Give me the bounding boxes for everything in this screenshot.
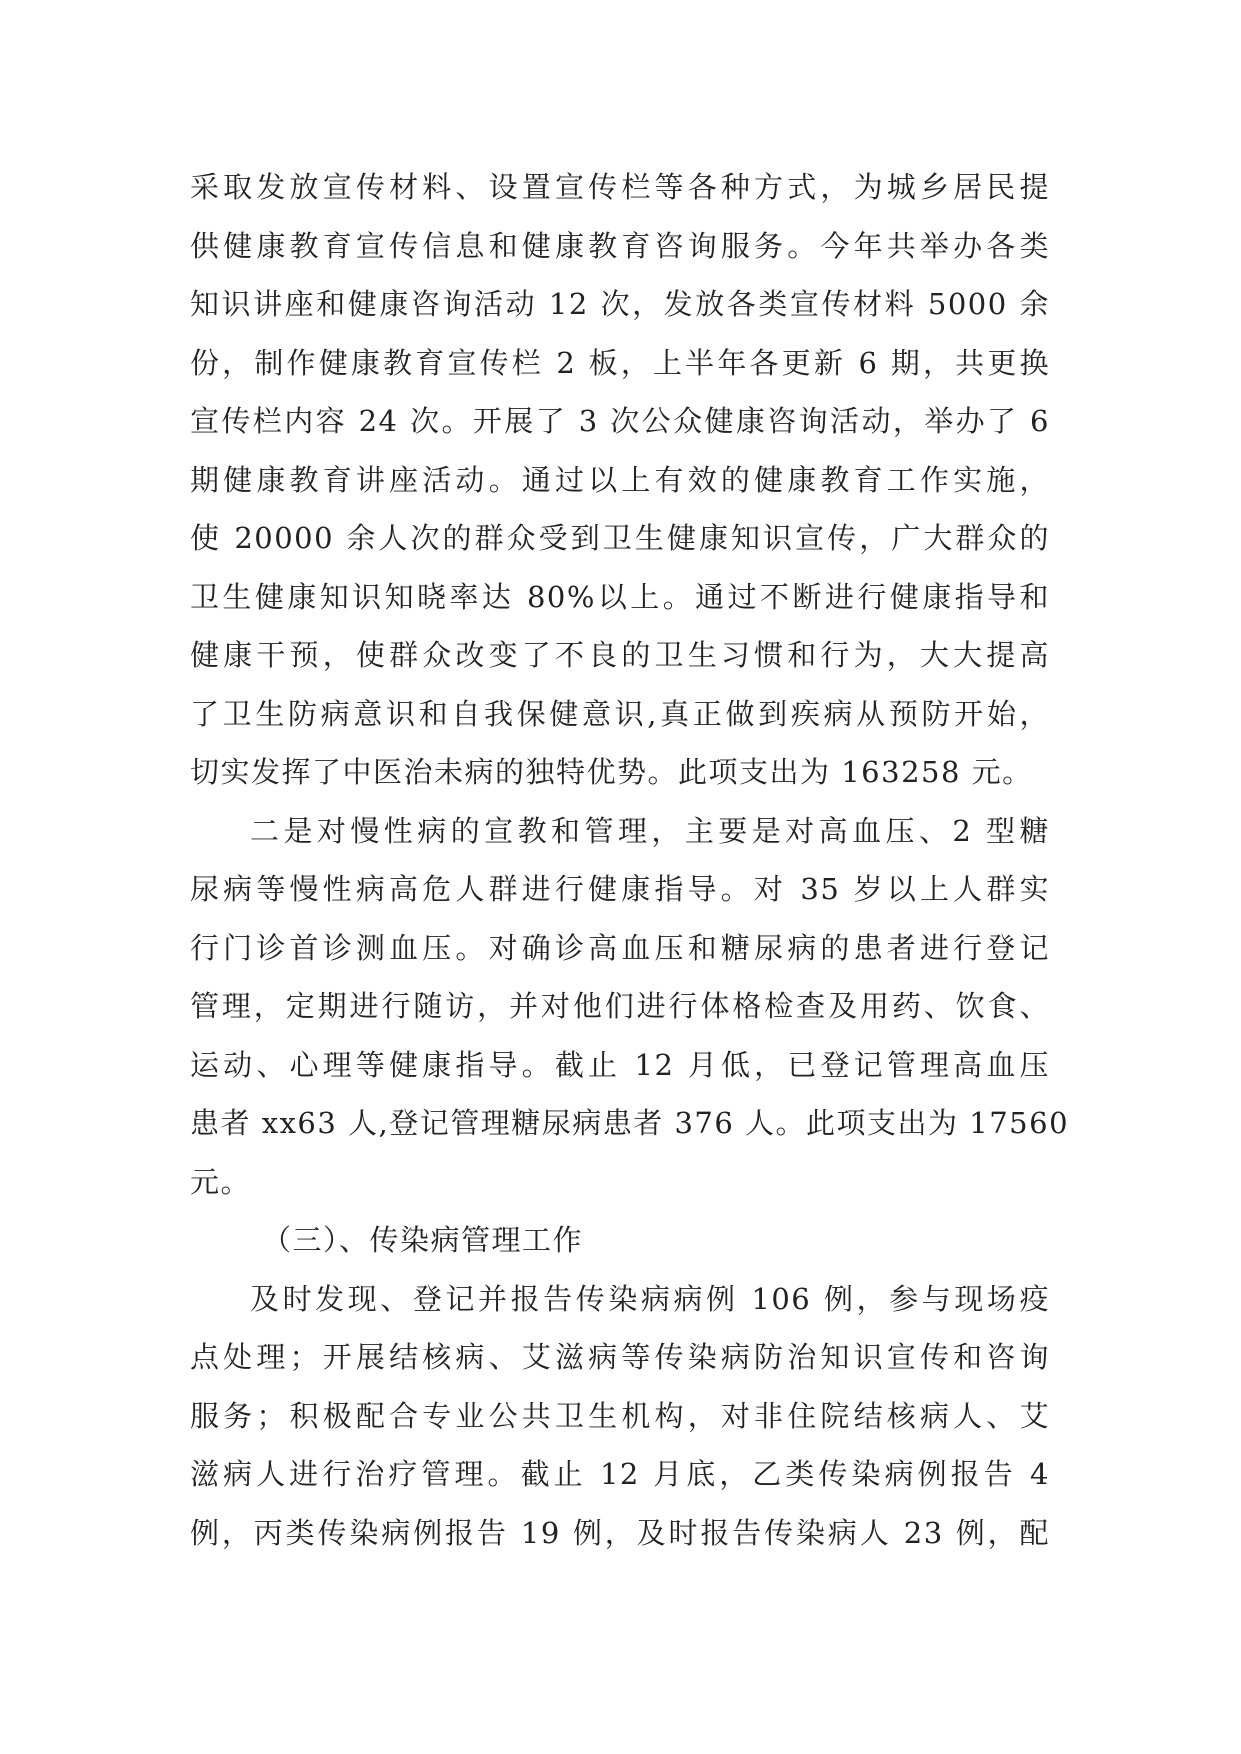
text-line: 二是对慢性病的宣教和管理，主要是对高血压、2 型糖 (250, 813, 1050, 848)
section-heading-infectious-disease (190, 1211, 1050, 1270)
paragraph-health-education-services (190, 158, 1050, 802)
text-line: 服务；积极配合专业公共卫生机构，对非住院结核病人、艾 (190, 1398, 1050, 1433)
text-line: 知识讲座和健康咨询活动 12 次，发放各类宣传材料 5000 余 (190, 287, 1050, 321)
text-line: 健康干预，使群众改变了不良的卫生习惯和行为，大大提高 (190, 638, 1050, 672)
text-line: 期健康教育讲座活动。通过以上有效的健康教育工作实施， (190, 462, 1050, 497)
paragraph-infectious-disease-reporting (190, 1270, 1050, 1563)
text-line: 切实发挥了中医治未病的独特优势。此项支出为 163258 元。 (190, 755, 1033, 789)
paragraph-chronic-disease-management (190, 802, 1070, 1212)
text-line: 使 20000 余人次的群众受到卫生健康知识宣传，广大群众的 (190, 521, 1050, 555)
text-line: 点处理；开展结核病、艾滋病等传染病防治知识宣传和咨询 (190, 1340, 1050, 1374)
text-line: 供健康教育宣传信息和健康教育咨询服务。今年共举办各类 (190, 228, 1050, 263)
text-line: 卫生健康知识知晓率达 80%以上。通过不断进行健康指导和 (190, 579, 1050, 614)
text-line: 元。 (190, 1164, 252, 1199)
text-line: 患者 xx63 人,登记管理糖尿病患者 376 人。此项支出为 17560 (190, 1106, 1070, 1140)
text-line: 份，制作健康教育宣传栏 2 板，上半年各更新 6 期，共更换 (190, 345, 1050, 380)
section-heading: （三）、传染病管理工作 (262, 1223, 584, 1257)
text-line: 行门诊首诊测血压。对确诊高血压和糖尿病的患者进行登记 (190, 930, 1050, 965)
document-body (190, 158, 1070, 1562)
text-line: 了卫生防病意识和自我保健意识,真正做到疾病从预防开始， (190, 696, 1050, 731)
text-line: 运动、心理等健康指导。截止 12 月低，已登记管理高血压 (190, 1047, 1050, 1082)
text-line: 例，丙类传染病例报告 19 例，及时报告传染病人 23 例，配 (190, 1515, 1050, 1550)
text-line: 尿病等慢性病高危人群进行健康指导。对 35 岁以上人群实 (190, 872, 1050, 906)
text-line: 采取发放宣传材料、设置宣传栏等各种方式，为城乡居民提 (190, 170, 1050, 204)
text-line: 及时发现、登记并报告传染病病例 106 例，参与现场疫 (250, 1281, 1050, 1316)
text-line: 管理，定期进行随访，并对他们进行体格检查及用药、饮食、 (190, 989, 1050, 1023)
text-line: 滋病人进行治疗管理。截止 12 月底，乙类传染病例报告 4 (190, 1457, 1050, 1491)
text-line: 宣传栏内容 24 次。开展了 3 次公众健康咨询活动，举办了 6 (190, 404, 1050, 438)
